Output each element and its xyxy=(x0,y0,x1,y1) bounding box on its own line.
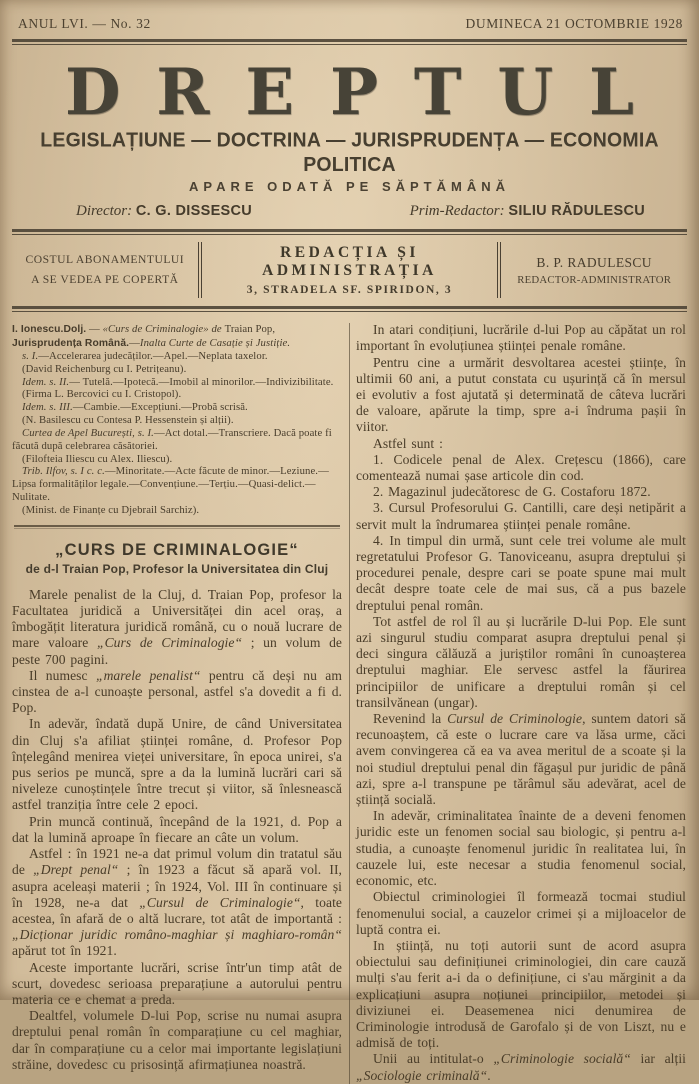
admin-info xyxy=(501,253,687,288)
article-paragraph: Astfel sunt : xyxy=(373,435,443,451)
article-paragraph: Revenind la Cursul de Criminologie, suntem datori să recunoaștem, că este o lucrare care va lăsa urme, căci avem convingerea că ea va avea meritul de a scoate și la noi studiul dreptului penal din făgașul pur juridic de până azi, spre a-l transpune pe tărâmul său adevărat, acel de știință socială. xyxy=(356,711,686,808)
body-columns xyxy=(12,321,687,1084)
summary-entry: s. I.—Accelerarea judecăților.—Apel.—Neplata taxelor. xyxy=(22,349,268,362)
prim-redactor-name: SILIU RĂDULESCU xyxy=(508,203,645,220)
summary-entry: Idem. s. II.— Tutelă.—Ipotecă.—Imobil al minorilor.—Indivizibilitate. xyxy=(22,375,334,388)
article-paragraph: Il numesc „marele penalist“ pentru că deși nu am cinstea de a-l cunoaște personal, astfel s'a dovedit a fi d. Pop. xyxy=(12,667,343,716)
article-byline: de d-l Traian Pop, Profesor la Universitatea din Cluj xyxy=(25,561,329,576)
director-label: Director: xyxy=(76,203,133,220)
rule-top xyxy=(12,39,687,45)
left-column xyxy=(12,321,342,1084)
masthead-title: DREPTUL xyxy=(64,55,670,130)
summary-index xyxy=(12,321,342,517)
summary-entry: Jurisprudența Română.—Inalta Curte de Casație și Justiție. xyxy=(12,336,291,349)
admin-role: REDACTOR-ADMINISTRATOR xyxy=(517,273,672,286)
summary-entry: I. Ionescu.Dolj. — «Curs de Criminalogie» de Traian Pop, xyxy=(12,323,276,336)
summary-entry: Curtea de Apel București, s. I.—Act dotal.—Transcriere. Dacă poate fi făcută după celebrarea căsătoriei. xyxy=(12,426,332,452)
article-paragraph: Pentru cine a urmărit desvoltarea acestei științe, în ultimii 60 ani, a putut constata cu ușurință că în mersul ei evolutiv a fost ajutată și determinată de câteva lucrări de valoare, apărute la timp, spre a-i îndruma pașii în viitor. xyxy=(356,354,686,435)
rule-after-summary xyxy=(14,525,340,529)
article-paragraph: In adevăr, îndată după Unire, de când Universitatea din Cluj s'a afiliat științei române, d. Profesor Pop înțelegând menirea vieței universitare, în epoca unirei, s'a pus serios pe muncă, spre a da la lumină lucrări cari să niveleze cunoștințele între trecut și viitor, să înlesnească astfel tranziția între cele 2 epoci. xyxy=(12,716,342,813)
article-paragraph: 1. Codicele penal de Alex. Crețescu (1866), care comentează numai șase articole din cod. xyxy=(356,451,686,484)
right-column xyxy=(356,321,686,1084)
summary-entry: (Firma L. Bercovici cu I. Cristopol). xyxy=(22,388,182,401)
summary-entry: Trib. Ilfov, s. I c. c.—Minoritate.—Acte făcute de minor.—Leziune.—Lipsa formalităților legale.—Convențiune.—Terțiu.—Quasi-delict.—Nulitate. xyxy=(12,465,329,504)
article-paragraph: Tot astfel de rol îl au și lucrările D-lui Pop. Ele sunt azi singurul studiu comparat asupra dreptului penal și deci singura călăuză a juriștilor români în cunoașterea dreptului maghiar. Ele servesc astfel la făurirea principiilor de unificare a dreptului român și cel transilvănean (ungar). xyxy=(356,613,686,710)
issue-date: DUMINECA 21 OCTOMBRIE 1928 xyxy=(465,16,683,31)
article-paragraph: In știință, nu toți autorii sunt de acord asupra obiectului sau definițiunei criminologiei, din care cauză mulți s'au ferit a-i da o definițiune, ci s'au mărginit a da explicațiuni asupra noțiunei principiilor, metodei și diviziunei ei. Deasemenea nici denumirea de Criminologie introdusă de Garofalo și de von Liszt, nu e admisă de toți. xyxy=(356,937,686,1051)
article-paragraph: 3. Cursul Profesorului G. Cantilli, care deși netipărit a servit mult la îndrumarea științei penale române. xyxy=(356,500,686,532)
article-paragraph: Obiectul criminologiei îl formează tocmai studiul fenomenului social, a cauzelor crimei și a mijloacelor de luptă contra ei. xyxy=(356,889,686,937)
director-name: C. G. DISSESCU xyxy=(135,203,253,220)
article-paragraph: Dealtfel, volumele D-lui Pop, scrise nu numai asupra dreptului penal român în comparațiune cu cel maghiar, dar în comparațiune cu a celor mai importante legislațiuni străine, dovedesc cu prisosință afirmațiunea noastră. xyxy=(12,1008,342,1072)
column-divider xyxy=(349,323,350,1084)
article-paragraph: Marele penalist de la Cluj, d. Traian Pop, profesor la Facultatea juridică a Universităței din acel oraș, a îmbogățit literatura juridică română, cu o nouă lucrare de mare valoare „Curs de Criminalogie“ ; un volum de peste 700 pagini. xyxy=(12,586,342,667)
summary-entry: (Minist. de Finanțe cu Djebrail Sarchiz). xyxy=(22,504,200,516)
article-title: „CURS DE CRIMINALOGIE“ xyxy=(55,540,299,559)
article-paragraph: 2. Magazinul judecătoresc de G. Costaforu 1872. xyxy=(373,484,651,500)
office-info xyxy=(198,242,502,298)
article-paragraph: Prin muncă continuă, începând de la 1921, d. Pop a dat la lumină aproape în fiecare an câte un volum. xyxy=(12,813,342,845)
summary-entry: Idem. s. III.—Cambie.—Excepțiuni.—Probă scrisă. xyxy=(22,401,248,414)
summary-entry: (N. Basilescu cu Contesa P. Hessenstein și alții). xyxy=(22,414,234,427)
summary-entry: (Filofteia Iliescu cu Alex. Iliescu). xyxy=(22,452,173,465)
article-paragraph: In atari condițiuni, lucrările d-lui Pop au căpătat un rol important în evoluțiunea științei penale române. xyxy=(356,322,686,354)
office-line1: REDACȚIA ȘI ADMINISTRAȚIA xyxy=(262,244,437,280)
staff-row xyxy=(12,200,687,229)
director xyxy=(76,203,252,220)
subscription-line1: COSTUL ABONAMENTULUI xyxy=(25,252,185,266)
masthead-frequency: APARE ODATĂ PE SĂPTĂMÂNĂ xyxy=(188,179,511,195)
rule-above-info-bar xyxy=(12,229,687,235)
article-paragraph: Aceste importante lucrări, scrise într'un timp atât de scurt, dovedesc serioasa preparațiune a autorului pentru materia ce e chemat a preda. xyxy=(12,959,342,1007)
article-left-text xyxy=(12,587,342,1073)
info-bar xyxy=(12,235,687,306)
admin-name: B. P. RADULESCU xyxy=(536,254,652,270)
article-paragraph: Unii au intitulat-o „Criminologie socială“ iar alții „Sociologie criminală“. xyxy=(356,1051,686,1083)
article-paragraph: 4. In timpul din urmă, sunt cele trei volume ale mult regretatului Profesor G. Tanoviceanu, asupra dreptului și procedurei penale, despre cari se poate spune mai mult decât despre toate cele de mai sus, că a pus bazele dreptului penal român. xyxy=(356,532,686,613)
issue-number: ANUL LVI. — No. 32 xyxy=(18,16,151,31)
summary-entry: (David Reichenburg cu I. Petrițeanu). xyxy=(22,362,187,375)
article-right-text xyxy=(356,322,686,1084)
masthead-fields: LEGISLAȚIUNE — DOCTRINA — JURISPRUDENȚA — ECONOMIA POLITICA xyxy=(40,128,659,177)
office-line2: 3, STRADELA SF. SPIRIDON, 3 xyxy=(246,284,453,297)
article-paragraph: In adevăr, criminalitatea înainte de a deveni fenomen juridic este un fenomen social sau biologic, și pentru a-l studia, a cunoaște fenomenul juridic în realitatea lui, în cauzele lui, este necesar a studia fenomenul social, economic, etc. xyxy=(356,808,686,889)
rule-below-info-bar xyxy=(12,306,687,312)
issue-row xyxy=(12,8,687,39)
article-paragraph: Astfel : în 1921 ne-a dat primul volum din tratatul său de „Drept penal“ ; în 1923 a făcut să apară vol. II, asupra aceleași materii ; în 1924, Vol. III în continuare și în 1928, ne-a dat „Cursul de Criminalogie“, toate acestea, în afară de o altă lucrare, tot atât de importantă : „Dicționar juridic româno-maghiar și maghiaro-român“ apărut tot în 1921. xyxy=(12,846,343,959)
prim-redactor xyxy=(410,203,645,220)
subscription-info xyxy=(12,248,198,293)
subscription-line2: A SE VEDEA PE COPERTĂ xyxy=(31,273,179,287)
prim-redactor-label: Prim-Redactor: xyxy=(409,203,505,220)
